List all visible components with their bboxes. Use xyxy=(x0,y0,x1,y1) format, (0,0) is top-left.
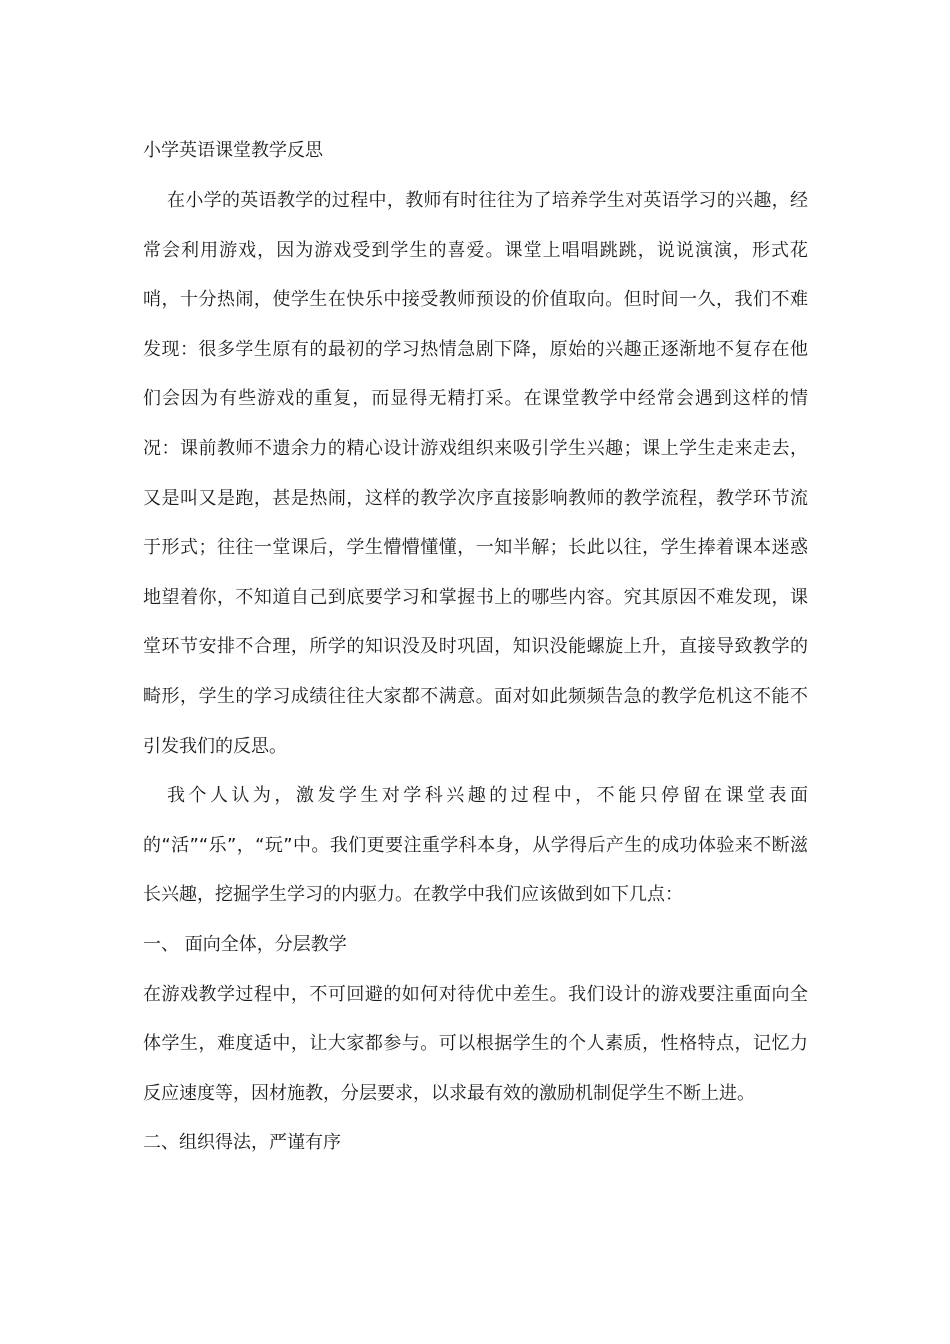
section-heading-2: 二、组织得法，严谨有序 xyxy=(143,1132,341,1154)
document-body xyxy=(143,136,808,1168)
document-title: 小学英语课堂教学反思 xyxy=(143,140,323,161)
section-body-1: 在游戏教学过程中，不可回避的如何对待优中差生。我们设计的游戏要注重面向全体学生，难度适中，让大家都参与。可以根据学生的个人素质，性格特点，记忆力反应速度等，因材施教，分层要求，以求最有效的激励机制促学生不断上进。 xyxy=(143,983,808,1104)
section-heading-1: 一、 面向全体，分层教学 xyxy=(143,933,347,955)
paragraph-intro: 在小学的英语教学的过程中，教师有时往往为了培养学生对英语学习的兴趣，经常会利用游戏，因为游戏受到学生的喜爱。课堂上唱唱跳跳，说说演演，形式花哨，十分热闹，使学生在快乐中接受教师预设的价值取向。但时间一久，我们不难发现：很多学生原有的最初的学习热情急剧下降，原始的兴趣正逐渐地不复存在他们会因为有些游戏的重复，而显得无精打采。在课堂教学中经常会遇到这样的情况：课前教师不遗余力的精心设计游戏组织来吸引学生兴趣；课上学生走来走去，又是叫又是跑，甚是热闹，这样的教学次序直接影响教师的教学流程，教学环节流于形式；往往一堂课后，学生懵懵懂懂，一知半解；长此以往，学生捧着课本迷惑地望着你，不知道自己到底要学习和掌握书上的哪些内容。究其原因不难发现，课堂环节安排不合理，所学的知识没及时巩固，知识没能螺旋上升，直接导致教学的畸形，学生的学习成绩往往大家都不满意。面对如此频频告急的教学危机这不能不引发我们的反思。 xyxy=(143,190,808,757)
paragraph-opinion: 我个人认为，激发学生对学科兴趣的过程中，不能只停留在课堂表面的“活”“乐”，“玩”中。我们更要注重学科本身，从学得后产生的成功体验来不断滋长兴趣，挖掘学生学习的内驱力。在教学中我们应该做到如下几点： xyxy=(143,785,808,906)
